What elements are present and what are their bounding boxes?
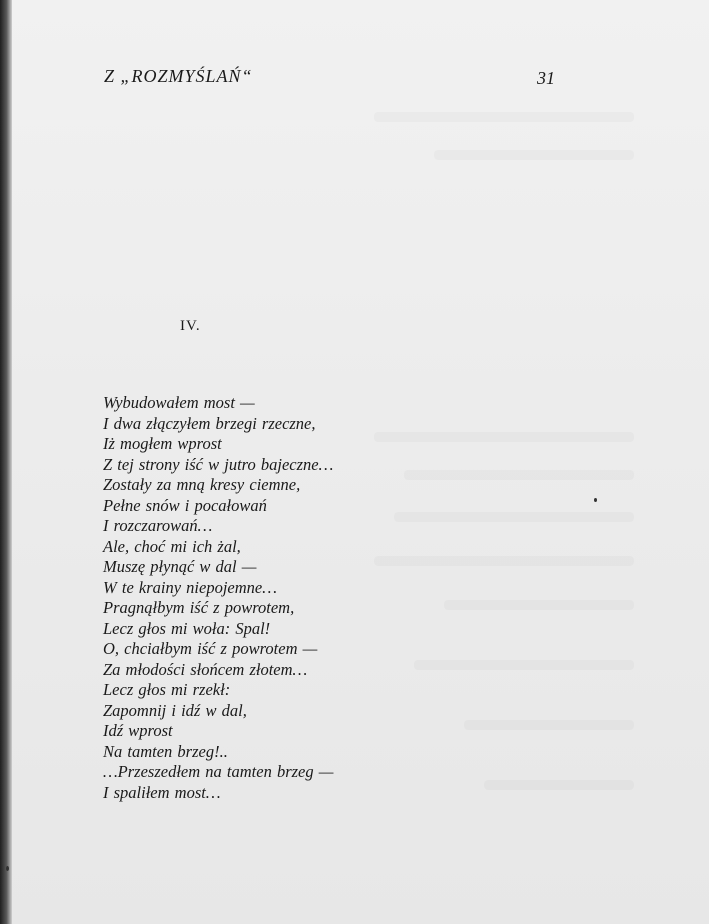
running-title: Z „ROZMYŚLAŃ“ <box>104 66 253 86</box>
poem-line: O, chciałbym iść z powrotem — <box>103 639 318 658</box>
poem <box>103 393 333 803</box>
poem-line: …Przeszedłem na tamten brzeg — <box>103 762 334 781</box>
show-through-line <box>464 720 634 730</box>
show-through-line <box>484 780 634 790</box>
poem-line: Za młodości słońcem złotem… <box>103 659 308 679</box>
poem-line: Ale, choć mi ich żal, <box>103 536 241 556</box>
show-through-line <box>404 470 634 480</box>
poem-line: W te krainy niepojemne… <box>103 577 277 597</box>
poem-line: I rozczarowań… <box>103 516 213 535</box>
show-through-line <box>394 512 634 522</box>
poem-line: Muszę płynąć w dal — <box>103 557 257 576</box>
show-through-line <box>374 556 634 566</box>
show-through-line <box>414 660 634 670</box>
poem-line: I spaliłem most… <box>103 782 221 802</box>
ink-speck <box>6 866 9 871</box>
poem-line: Pragnąłbym iść z powrotem, <box>103 598 295 617</box>
poem-line: Na tamten brzeg!.. <box>103 741 228 761</box>
show-through-line <box>444 600 634 610</box>
show-through-line <box>374 112 634 122</box>
poem-line: Idź wprost <box>103 721 173 740</box>
ink-speck <box>594 498 597 502</box>
page-number: 31 <box>537 68 555 88</box>
poem-line: Zapomnij i idź w dal, <box>103 700 247 720</box>
poem-line: I dwa złączyłem brzegi rzeczne, <box>103 413 316 433</box>
show-through-line <box>434 150 634 160</box>
section-number: IV. <box>180 318 201 334</box>
show-through-line <box>374 432 634 442</box>
poem-line: Zostały za mną kresy ciemne, <box>103 475 301 494</box>
poem-line: Lecz głos mi rzekł: <box>103 680 231 699</box>
poem-line: Lecz głos mi woła: Spal! <box>103 618 271 638</box>
poem-line: Z tej strony iść w jutro bajeczne… <box>103 454 334 474</box>
poem-line: Iż mogłem wprost <box>103 434 222 453</box>
poem-line: Pełne snów i pocałowań <box>103 495 267 515</box>
poem-line: Wybudowałem most — <box>103 393 255 412</box>
book-spine-edge <box>0 0 12 924</box>
